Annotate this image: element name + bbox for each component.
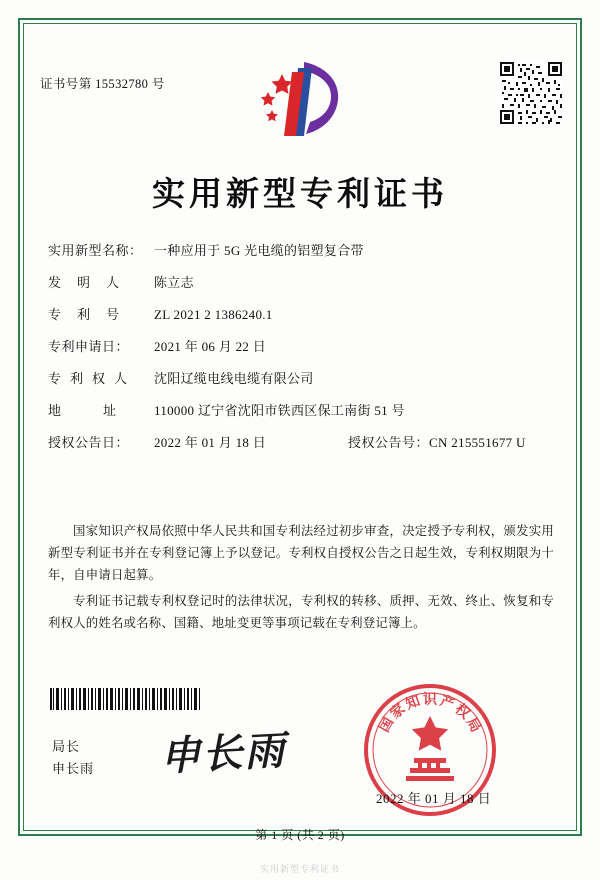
- field-value: 一种应用于 5G 光电缆的铝塑复合带: [154, 243, 364, 258]
- field-label: 专利权人: [48, 371, 137, 386]
- qr-code-icon: [500, 62, 562, 124]
- paragraph-register: 专利证书记载专利权登记时的法律状况，专利权的转移、质押、无效、终止、恢复和专利权人的姓名或名称、国籍、地址变更等事项记载在专利登记簿上。: [48, 594, 554, 630]
- field-value: CN 215551677 U: [429, 435, 526, 450]
- field-value: ZL 2021 2 1386240.1: [154, 307, 273, 322]
- certificate-number: 证书号第 15532780 号: [40, 77, 165, 91]
- field-value: 陈立志: [154, 275, 194, 290]
- field-row-grant-announcement: [48, 432, 558, 464]
- handwritten-signature: 申长雨: [159, 726, 288, 781]
- field-label: 专利申请日：: [48, 339, 130, 354]
- field-row-inventor: [48, 272, 558, 304]
- legal-body-text: [48, 520, 554, 638]
- field-label: 授权公告号：: [348, 435, 430, 450]
- field-row-application-date: [48, 336, 558, 368]
- svg-text:国: 国: [377, 715, 398, 736]
- footer-watermark: 实用新型专利证书: [259, 864, 340, 874]
- field-label: 发明人: [48, 275, 136, 290]
- signature-role: 局长: [52, 739, 81, 754]
- header-row: [0, 56, 600, 146]
- svg-text:识: 识: [423, 693, 437, 708]
- field-row-patentee: [48, 368, 558, 400]
- svg-text:知: 知: [403, 694, 423, 713]
- signature-labels: [52, 736, 94, 780]
- field-row-grant-announcement-number: [348, 432, 526, 451]
- svg-text:局: 局: [462, 715, 483, 736]
- svg-text:产: 产: [437, 694, 457, 713]
- field-value: 沈阳辽缆电线电缆有限公司: [154, 371, 314, 386]
- field-label: 专利号: [48, 307, 136, 322]
- field-label: 授权公告日：: [48, 435, 130, 450]
- field-row-utility-model-name: [48, 240, 558, 272]
- field-row-address: [48, 400, 558, 432]
- field-value: 2021 年 06 月 22 日: [154, 339, 267, 354]
- field-label: 地址: [48, 403, 159, 418]
- barcode: [50, 688, 200, 710]
- field-value: 110000 辽宁省沈阳市铁西区保工南街 51 号: [154, 403, 405, 418]
- paragraph-grant: 国家知识产权局依照中华人民共和国专利法经过初步审查，决定授予专利权，颁发实用新型专利证书并在专利登记簿上予以登记。专利权自授权公告之日起生效，专利权期限为十年，自申请日起算。: [48, 524, 554, 582]
- svg-text:家: 家: [387, 701, 409, 723]
- field-list: [48, 240, 558, 464]
- field-value: 2022 年 01 月 18 日: [154, 435, 267, 450]
- signature-name: 申长雨: [52, 761, 95, 776]
- cnipa-logo-icon: [252, 58, 348, 140]
- seal-date: 2022 年 01 月 18 日: [376, 791, 492, 806]
- page-title: 实用新型专利证书: [152, 177, 448, 213]
- field-label: 实用新型名称：: [48, 243, 143, 258]
- svg-text:权: 权: [451, 701, 473, 723]
- field-row-patent-number: [48, 304, 558, 336]
- page-number: 第 1 页 (共 2 页): [255, 828, 345, 842]
